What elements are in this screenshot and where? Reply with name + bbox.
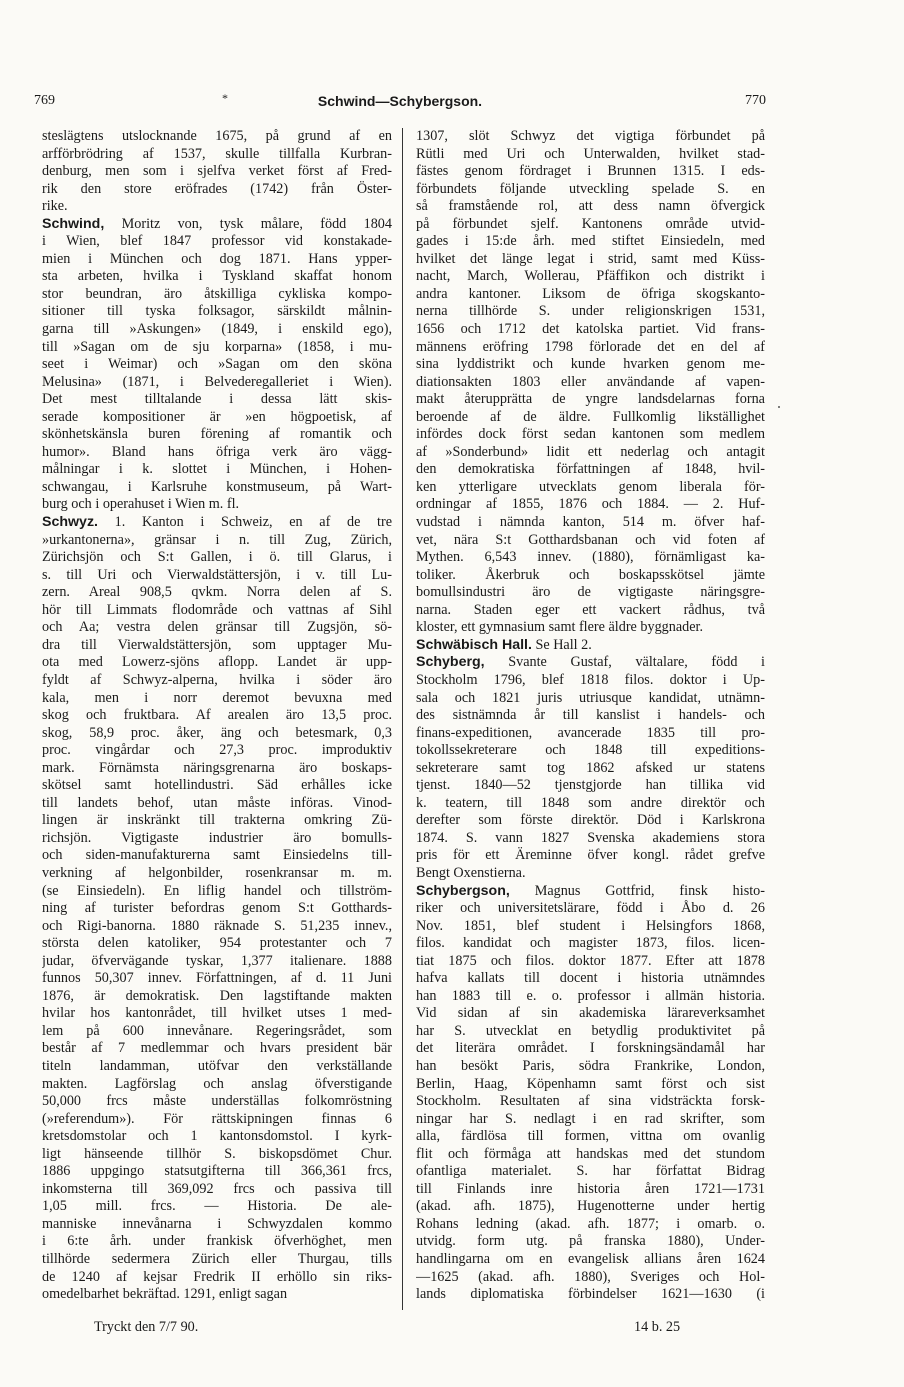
ink-speck <box>778 406 780 408</box>
text-line: richsjön. Vigtigaste industrier äro bomulls- <box>42 829 392 846</box>
text-line: skötsel samt hotellindustri. Säd erhålles icke <box>42 777 392 794</box>
text-line: gades i 15:de årh. med stiftet Einsiedeln, med <box>416 233 765 250</box>
text-line: 1874. S. vann 1827 Svenska akademiens stora <box>416 829 765 846</box>
text-line: Schybergson, Magnus Gottfrid, finsk histo- <box>416 882 765 899</box>
text-line: Mythen. 6,543 innev. (1880), förnämligast ka- <box>416 549 765 566</box>
text-line: lem på 600 innevånare. Regeringsrådet, som <box>42 1022 392 1039</box>
text-line: pris för ett Äreminne öfver kongl. rådet grefve <box>416 847 765 864</box>
text-line: schwangau, i Karlsruhe konstmuseum, på Wart- <box>42 478 392 495</box>
text-line: riker och universitetslärare, född i Åbo d. 26 <box>416 900 765 917</box>
text-line: Schyberg, Svante Gustaf, vältalare, född i <box>416 654 765 671</box>
text-line: andra kantoner. Liksom de öfriga skogskanto- <box>416 285 765 302</box>
text-line: förbundets följande utveckling spelade S. en <box>416 180 765 197</box>
text-line: Rütli med Uri och Unterwalden, hvilket stad- <box>416 145 765 162</box>
text-line: Stockholm 1796, blef 1818 filos. doktor i Up- <box>416 671 765 688</box>
text-line: ning af turister befordras genom S:t Gotthards- <box>42 900 392 917</box>
page-number-left: 769 <box>34 93 55 108</box>
text-line: i 6:te årh. under frankisk öfverhöghet, men <box>42 1233 392 1250</box>
text-line: Bengt Oxenstierna. <box>416 864 526 881</box>
text-line: Berlin, Haag, Köpenhamn samt först och sist <box>416 1075 765 1092</box>
page-number-right: 770 <box>745 93 766 108</box>
text-line: ligt hänseende tillhör S. biskopsdömet Chur. <box>42 1145 392 1162</box>
text-line: de 1240 af kejsar Fredrik II erhöllo sin riks- <box>42 1268 392 1285</box>
text-line: des sistnämnda år till kanslist i handels- och <box>416 707 765 724</box>
text-line: seet i Weimar) och »Sagan om den sköna <box>42 356 392 373</box>
text-line: filos. kandidat och magister 1873, filos. licen- <box>416 935 765 952</box>
text-line: stor beundran, äro åtskilliga cykliska kompo- <box>42 285 392 302</box>
text-line: k. teatern, till 1848 som andre direktör och <box>416 794 765 811</box>
text-line: den demokratiska författningen af 1848, hvil- <box>416 461 765 478</box>
text-line: (akad. afh. 1875), Hugenotterne under hertig <box>416 1198 765 1215</box>
text-line: af »Sonderbund» lidit ett nederlag och antagit <box>416 443 765 460</box>
text-line: vet, nära S:t Gotthardsbanan och vid foten af <box>416 531 765 548</box>
text-line: mien i München och dog 1871. Hans ypper- <box>42 250 392 267</box>
text-line: kala, men i norr deremot bevuxna med <box>42 689 392 706</box>
text-line: och siden-manufakturerna samt Einsiedelns till- <box>42 847 392 864</box>
text-line: omedelbarhet bekräftad. 1291, enligt sagan <box>42 1286 288 1303</box>
text-line: beroende af de äldre. Fullkomlig likställighet <box>416 408 765 425</box>
text-line: 1876, är demokratisk. Den lagstiftande makten <box>42 987 392 1004</box>
text-line: hvilket det länge legat i strid, samt med Küss- <box>416 250 765 267</box>
entry-headword: Schwäbisch Hall. <box>416 636 532 653</box>
running-title: Schwind—Schybergson. <box>317 93 483 109</box>
text-line: hafva kallats till docent i historia utnämndes <box>416 970 765 987</box>
text-line: målningar i k. slottet i München, i Hohen- <box>42 461 392 478</box>
text-line: hör till Limmats flodområde och vattnas af Sihl <box>42 601 392 618</box>
text-line: och Aa; vestra delen gränsar till Zugsjön, sö- <box>42 619 392 636</box>
text-line: inkomsterna till 369,092 frcs och passiva till <box>42 1180 392 1197</box>
column-rule <box>402 128 403 1310</box>
text-line: skog och fruktbara. Af arealen äro 13,5 proc. <box>42 707 392 724</box>
text-line: handlingarna om en evangelisk allians åren 1624 <box>416 1251 765 1267</box>
text-line: sala och 1821 juris utriusque kandidat, utnämn- <box>416 689 765 706</box>
signature-mark: 14 b. 25 <box>634 1319 681 1335</box>
text-line: manniske innevånarna i Schwyzdalen kommo <box>42 1215 392 1232</box>
text-line: (»referendum»). För rättskipningen finnas 6 <box>42 1110 392 1127</box>
text-line: i Wien, blef 1847 professor vid konstakade- <box>42 233 392 250</box>
left-column <box>42 128 392 1304</box>
text-line: Schwyz. 1. Kanton i Schweiz, en af de tre <box>42 514 392 531</box>
text-line: toliker. Åkerbruk och boskapsskötsel jämte <box>416 566 765 583</box>
text-line: sta arbeten, hvilka i Tyskland skaffat honom <box>42 268 392 285</box>
text-line: tiat 1875 och filos. doktor 1877. Efter att 1878 <box>416 952 765 969</box>
text-line: 1886 uppgingo statsutgifterna till 366,361 frcs, <box>42 1163 392 1180</box>
text-line: verkning af helgonbilder, rosenkransar m. m. <box>42 864 392 881</box>
text-line: proc. vingårdar och 27,3 proc. improduktiv <box>42 742 392 759</box>
text-line: Nov. 1851, blef student i Helsingfors 1868, <box>416 917 765 934</box>
text-line: humor». Bland hans öfriga verk äro vägg- <box>42 443 392 460</box>
text-line: kloster, ett gymnasium samt flere äldre byggnader. <box>416 619 704 636</box>
text-line: flit och förmåga att handskas med det stundom <box>416 1145 765 1162</box>
text-line: Vid sidan af sin akademiska lärareverksamhet <box>416 1005 765 1022</box>
text-line: dra till Vierwaldstättersjön, som upptager Mu- <box>42 636 392 653</box>
text-line: sitioner till tyska folksagor, särskildt målnin- <box>42 303 392 320</box>
text-line: männens eröfring 1798 förlorade det en del af <box>416 338 765 355</box>
right-column <box>416 128 765 1304</box>
text-line: Det mest tilltalande i dessa lätt skis- <box>42 391 392 408</box>
text-line: ofantliga materialet. S. har författat Bidrag <box>416 1163 765 1180</box>
text-line: 1307, slöt Schwyz det vigtiga förbundet på <box>416 128 765 144</box>
text-line: skog, 58,9 proc. åker, äng och betesmark, 0,3 <box>42 724 392 741</box>
text-line: till Finlands inre historia åren 1721—1731 <box>416 1180 765 1197</box>
text-line: infördes dock först sedan kantonen som medlem <box>416 426 765 443</box>
text-line: »urkantonerna», gränsar i n. till Zug, Zürich, <box>42 531 392 548</box>
text-line: makten. Lagförslag och anslag öfverstigande <box>42 1075 392 1092</box>
text-line: serade kompositioner är »en högpoetisk, af <box>42 408 392 425</box>
text-line: narna. Staden eger ett vackert rådhus, två <box>416 601 765 618</box>
text-line: ningar har S. nedlagt i en rad skrifter, som <box>416 1110 765 1127</box>
text-line: det literära området. I forskningsändamål har <box>416 1040 765 1057</box>
entry-headword: Schybergson, <box>416 882 510 899</box>
text-line: judar, öfvervägande tyskar, 1,377 italienare. 1888 <box>42 952 392 969</box>
text-line: derefter som förste direktör. Död i Karlskrona <box>416 812 765 829</box>
text-line: Rohans ledning (akad. afh. 1877; i omarb. o. <box>416 1215 765 1232</box>
text-line: utvidg. form utg. på franska 1880), Under- <box>416 1233 765 1250</box>
text-line: fästes genom fördraget i Brunnen 1315. I eds- <box>416 163 765 180</box>
text-line: funnos 50,307 innev. Författningen, af d. 11 Juni <box>42 970 392 987</box>
text-line: har S. utvecklat en betydlig produktivitet på <box>416 1022 765 1039</box>
text-line: rike. <box>42 198 68 215</box>
text-line: burg och i operahuset i Wien m. fl. <box>42 496 240 513</box>
text-line: sina lyddistrikt och kunde hvarken genom me- <box>416 356 765 373</box>
text-line: till landets behof, utan måste införas. Vinod- <box>42 794 392 811</box>
text-line: tjenst. 1840—52 tjenstgjorde han tillika vid <box>416 777 765 794</box>
text-line: (se Einsiedeln). En liflig handel och tillström- <box>42 882 392 899</box>
text-line: vudstad i nämnda kanton, 514 m. öfver haf- <box>416 514 765 531</box>
text-line: till »Sagan om de sju korparna» (1858, i mu- <box>42 338 392 355</box>
text-line: rik den store eröfrades (1742) från Öster- <box>42 180 392 197</box>
text-line: består af 7 medlemmar och hvars president bär <box>42 1040 392 1057</box>
header-mark: * <box>222 91 228 105</box>
text-line: Schwäbisch Hall. Se Hall 2. <box>416 636 592 653</box>
text-line: steslägtens utslocknande 1675, på grund af en <box>42 128 392 144</box>
text-line: tokollssekreterare och 1848 till expeditions- <box>416 742 765 759</box>
text-line: denburg, men som i sjelfva verket först af Fred- <box>42 163 392 180</box>
text-line: diationsakten 1803 eller användande af vapen- <box>416 373 765 390</box>
text-line: ordningar af 1855, 1876 och 1884. — 2. Huf- <box>416 496 765 513</box>
entry-headword: Schwind, <box>42 215 105 232</box>
text-line: på förbundet sjelf. Kantonens område utvid- <box>416 215 765 232</box>
text-line: finans-expeditionen, avancerade 1835 till pro- <box>416 724 765 741</box>
text-line: han besökt Paris, södra Frankrike, London, <box>416 1057 765 1074</box>
text-line: hvilar hos kantonrådet, till hvilket utses 1 med- <box>42 1005 392 1022</box>
text-line: s. till Uri och Vierwaldstättersjön, i v. till Lu- <box>42 566 392 583</box>
text-line: ken ytterligare utvecklats genom liberala för- <box>416 478 765 495</box>
text-line: 1,05 mill. frcs. — Historia. De ale- <box>42 1198 392 1215</box>
text-line: zern. Areal 908,5 qvkm. Norra delen af S. <box>42 584 392 601</box>
text-line: tillhörde sedermera Zürich eller Thurgau, tills <box>42 1251 392 1267</box>
text-line: Zürichsjön och S:t Gallen, i ö. till Glarus, i <box>42 549 392 566</box>
text-line: nacht, March, Wollerau, Pfäffikon och distrikt i <box>416 268 765 285</box>
print-date: Tryckt den 7/7 90. <box>94 1319 199 1335</box>
text-line: kretsdomstolar och 1 kantonsdomstol. I kyrk- <box>42 1128 392 1145</box>
text-line: sekreterare samt tog 1862 afsked ur statens <box>416 759 765 776</box>
text-line: så framstående rol, att dess namn öfvergick <box>416 198 765 215</box>
text-line: titeln landamman, utöfvar den verkställande <box>42 1057 392 1074</box>
text-line: bomullsindustri äro de vigtigaste näringsgre- <box>416 584 765 601</box>
text-line: och Rigi-banorna. 1880 räknade S. 51,235 innev., <box>42 917 392 934</box>
text-line: makt återupprätta de yngre landsdelarnas forna <box>416 391 765 408</box>
text-line: Stockholm. Resultaten af sina vidsträckta forsk- <box>416 1093 765 1110</box>
text-line: Schwind, Moritz von, tysk målare, född 1804 <box>42 215 392 232</box>
text-line: lingen är inskränkt till trakterna omkring Zü- <box>42 812 392 829</box>
page-footer <box>0 1319 904 1339</box>
text-line: mark. Förnämsta näringsgrenarna äro boskaps- <box>42 759 392 776</box>
text-line: —1625 (akad. afh. 1880), Sveriges och Hol- <box>416 1268 765 1285</box>
text-line: 50,000 frcs måste underställas folkomröstning <box>42 1093 392 1110</box>
text-line: 1656 och 1712 det katolska partiet. Vid frans- <box>416 321 765 338</box>
text-line: skönhetskänsla buren förening af romantik och <box>42 426 392 443</box>
text-line: alla, färdlösa till formen, vittna om ovanlig <box>416 1128 765 1145</box>
text-line: nerna tillhörde S. under religionskrigen 1531, <box>416 303 765 320</box>
text-line: Melusina» (1871, i Belvederegalleriet i Wien). <box>42 373 392 390</box>
entry-headword: Schyberg, <box>416 654 485 671</box>
text-line: ota med Lowerz-sjöns aflopp. Landet är upp- <box>42 654 392 671</box>
page-header <box>34 93 766 115</box>
text-line: fyldt af Schwyz-alperna, hvilka i söder äro <box>42 671 392 688</box>
text-line: största delen katoliker, 954 protestanter och 7 <box>42 935 392 952</box>
text-line: garna till »Askungen» (1849, i enskild ego), <box>42 321 392 338</box>
text-line: lands diplomatiska förbindelser 1621—1630 (i <box>416 1286 765 1303</box>
text-line: arfförbrödring af 1537, skulle tillfalla Kurbran- <box>42 145 392 162</box>
text-line: han 1883 till e. o. professor i allmän historia. <box>416 987 765 1004</box>
entry-headword: Schwyz. <box>42 514 98 531</box>
